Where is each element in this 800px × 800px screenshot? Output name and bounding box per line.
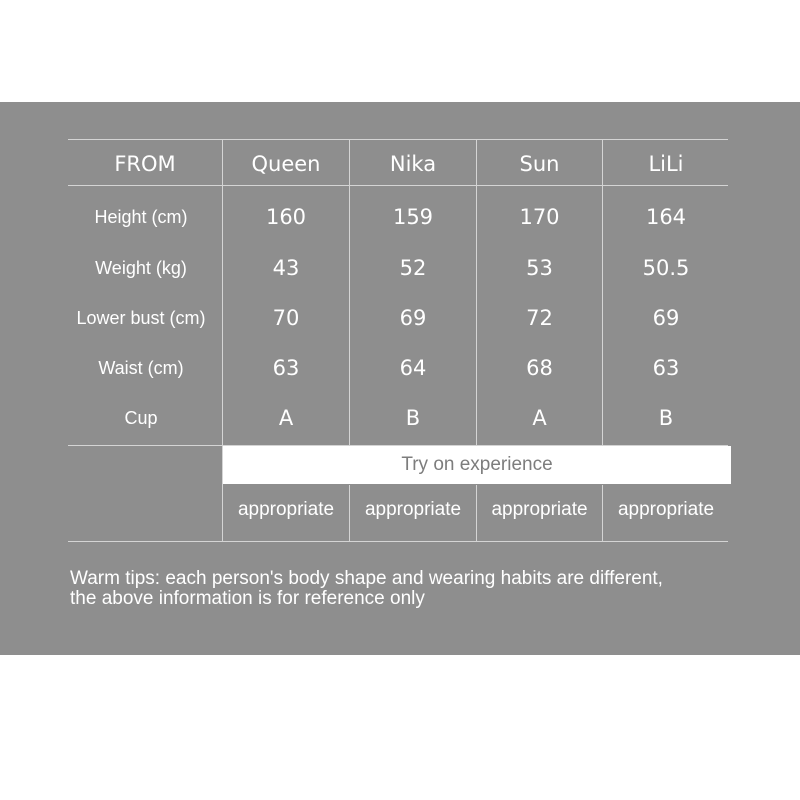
table-cell: 160 [265,205,307,229]
warm-tips [70,569,770,609]
header-model-nika: Nika [389,152,437,176]
row-label-cup: Cup [124,407,158,428]
table-cell: 69 [399,306,427,330]
table-cell: 43 [272,256,300,280]
table-cell: 70 [272,306,300,330]
table-cell: 69 [652,306,680,330]
table-cell: 53 [526,256,553,280]
row-label-height: Height (cm) [94,206,188,227]
header-model-queen: Queen [251,152,321,176]
try-on-value: appropriate [364,499,462,520]
warm-tips-line-1: Warm tips: each person's body shape and wearing habits are different, [70,568,663,589]
table-cell: 50.5 [642,256,690,280]
try-on-value: appropriate [617,499,715,520]
table-cell: 63 [652,356,680,380]
table-top-rule [68,139,728,140]
try-on-value: appropriate [237,499,335,520]
row-label-lower-bust: Lower bust (cm) [76,307,206,328]
header-model-lili: LiLi [648,152,684,176]
table-cell: 72 [526,306,553,330]
warm-tips-line-2: the above information is for reference only [70,588,425,609]
header-from: FROM [114,152,176,176]
table-cell: 159 [392,205,434,229]
table-cell: 164 [645,205,687,229]
table-cell: A [278,406,294,430]
row-label-weight: Weight (kg) [95,257,187,278]
table-cell: 63 [272,356,300,380]
header-model-sun: Sun [519,152,560,176]
table-cell: 64 [399,356,427,380]
table-cell: B [658,406,674,430]
header-divider [68,185,728,186]
table-cell: 52 [399,256,427,280]
table-cell: 68 [526,356,553,380]
table-cell: 170 [519,205,560,229]
row-label-waist: Waist (cm) [98,357,184,378]
table-cell: B [405,406,421,430]
table-cell: A [532,406,547,430]
table-bottom-rule [68,541,728,542]
try-on-header: Try on experience [223,446,731,484]
try-on-value: appropriate [491,499,588,520]
